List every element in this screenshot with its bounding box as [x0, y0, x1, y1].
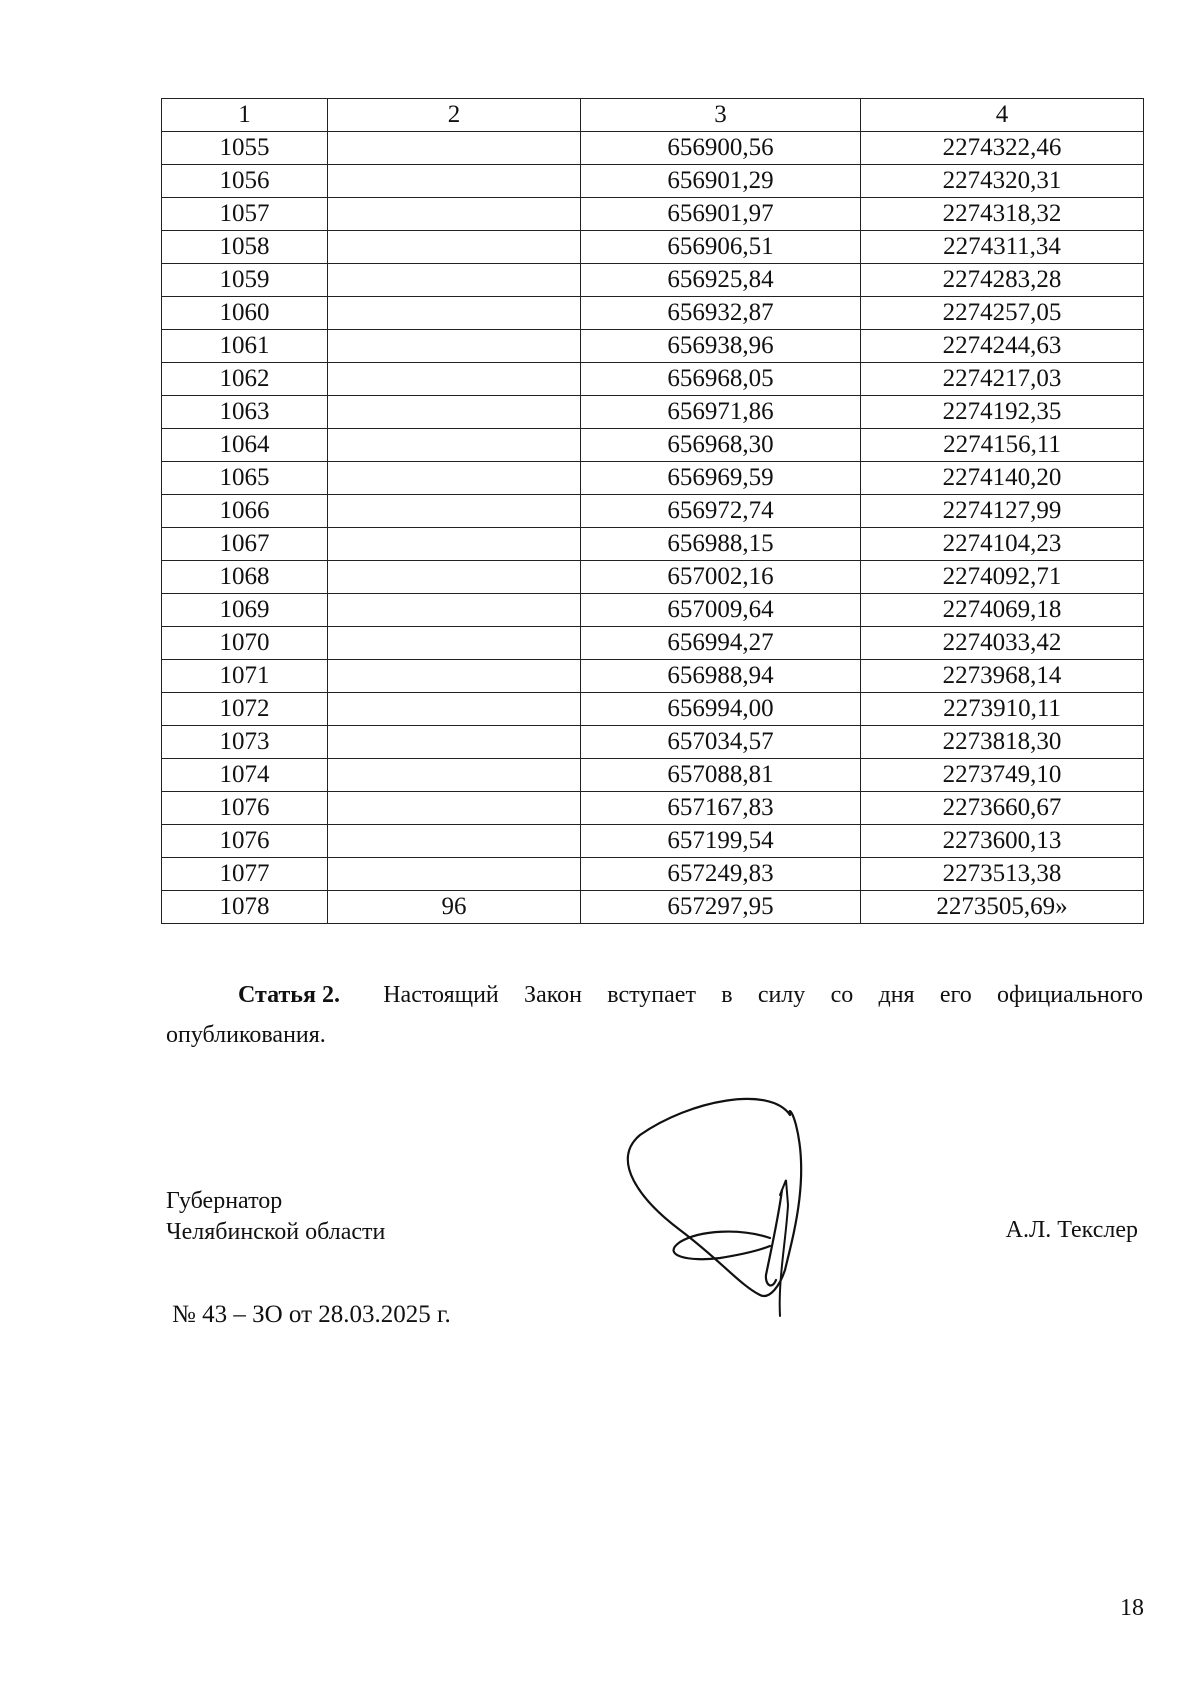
table-cell-col2: [328, 495, 581, 528]
table-cell-col2: [328, 132, 581, 165]
column-header: 1: [162, 99, 328, 132]
table-cell-col1: 1057: [162, 198, 328, 231]
table-cell-col3: 656901,97: [581, 198, 861, 231]
table-cell-col2: [328, 825, 581, 858]
table-row: [162, 231, 1144, 264]
article-word: его: [939, 982, 972, 1008]
table-cell-col2: [328, 363, 581, 396]
article-word: вступает: [607, 982, 696, 1008]
table-cell-col2: [328, 594, 581, 627]
table-cell-col3: 656988,15: [581, 528, 861, 561]
table-cell-col1: 1063: [162, 396, 328, 429]
table-row: [162, 396, 1144, 429]
table-cell-col1: 1070: [162, 627, 328, 660]
table-cell-col3: 656900,56: [581, 132, 861, 165]
coordinates-table: [161, 98, 1144, 924]
table-cell-col1: 1076: [162, 792, 328, 825]
table-cell-col3: 656994,00: [581, 693, 861, 726]
article-word: Закон: [524, 982, 583, 1008]
table-cell-col2: [328, 759, 581, 792]
table-cell-col4: 2274104,23: [861, 528, 1144, 561]
signatory-title: [166, 1186, 385, 1248]
table-cell-col1: 1071: [162, 660, 328, 693]
table-cell-col3: 656901,29: [581, 165, 861, 198]
column-header: 3: [581, 99, 861, 132]
table-cell-col2: [328, 792, 581, 825]
table-cell-col2: [328, 660, 581, 693]
signatory-title-line2: Челябинской области: [166, 1219, 386, 1245]
table-cell-col4: 2274320,31: [861, 165, 1144, 198]
article-2: [166, 975, 1143, 1055]
table-cell-col2: [328, 561, 581, 594]
table-cell-col2: [328, 231, 581, 264]
table-cell-col3: 657009,64: [581, 594, 861, 627]
table-cell-col1: 1060: [162, 297, 328, 330]
table-cell-col4: 2273968,14: [861, 660, 1144, 693]
table-cell-col3: 656969,59: [581, 462, 861, 495]
article-second-line: опубликования.: [166, 1022, 326, 1048]
table-cell-col1: 1078: [162, 891, 328, 924]
table-cell-col1: 1059: [162, 264, 328, 297]
signatory-title-line1: Губернатор: [166, 1188, 283, 1214]
table-cell-col3: 657297,95: [581, 891, 861, 924]
table-cell-col3: 656994,27: [581, 627, 861, 660]
table-row: [162, 561, 1144, 594]
table-cell-col4: 2274140,20: [861, 462, 1144, 495]
table-cell-col4: 2274244,63: [861, 330, 1144, 363]
table-cell-col2: [328, 264, 581, 297]
table-row: [162, 198, 1144, 231]
article-word: со: [830, 982, 854, 1008]
table-row: [162, 726, 1144, 759]
table-cell-col2: [328, 858, 581, 891]
table-row: [162, 693, 1144, 726]
table-cell-col4: 2274156,11: [861, 429, 1144, 462]
table-cell-col3: 657002,16: [581, 561, 861, 594]
table-body: [162, 132, 1144, 924]
table-cell-col1: 1074: [162, 759, 328, 792]
table-cell-col2: [328, 528, 581, 561]
page-number: 18: [1120, 1595, 1144, 1621]
table-cell-col4: 2274033,42: [861, 627, 1144, 660]
table-row: [162, 165, 1144, 198]
table-row: [162, 363, 1144, 396]
table-row: [162, 330, 1144, 363]
table-cell-col3: 657088,81: [581, 759, 861, 792]
table-row: [162, 264, 1144, 297]
table-cell-col3: 657167,83: [581, 792, 861, 825]
column-header: 4: [861, 99, 1144, 132]
table-cell-col3: 656972,74: [581, 495, 861, 528]
table-row: [162, 462, 1144, 495]
article-word: в: [721, 982, 733, 1008]
table-cell-col3: 656968,05: [581, 363, 861, 396]
table-cell-col1: 1068: [162, 561, 328, 594]
table-cell-col4: 2274092,71: [861, 561, 1144, 594]
table-cell-col3: 656968,30: [581, 429, 861, 462]
table-cell-col3: 657199,54: [581, 825, 861, 858]
table-cell-col1: 1069: [162, 594, 328, 627]
table-row: [162, 594, 1144, 627]
table-cell-col2: [328, 462, 581, 495]
table-cell-col2: [328, 297, 581, 330]
table-row: [162, 429, 1144, 462]
table-cell-col2: [328, 693, 581, 726]
article-heading: Статья 2.: [238, 982, 340, 1008]
table-row: [162, 759, 1144, 792]
table-cell-col2: [328, 396, 581, 429]
signatory-name: А.Л. Текслер: [1005, 1217, 1138, 1243]
table-row: [162, 891, 1144, 924]
table-cell-col4: 2274192,35: [861, 396, 1144, 429]
table-cell-col1: 1064: [162, 429, 328, 462]
table-cell-col4: 2274217,03: [861, 363, 1144, 396]
table-cell-col4: 2273660,67: [861, 792, 1144, 825]
table-cell-col4: 2273749,10: [861, 759, 1144, 792]
law-number: № 43 – ЗО от 28.03.2025 г.: [172, 1301, 451, 1328]
table-cell-col2: [328, 429, 581, 462]
signature-image: [620, 1080, 850, 1320]
table-cell-col4: 2274069,18: [861, 594, 1144, 627]
article-word: силу: [757, 982, 806, 1008]
table-cell-col1: 1065: [162, 462, 328, 495]
table-cell-col1: 1067: [162, 528, 328, 561]
table-cell-col4: 2274283,28: [861, 264, 1144, 297]
table-cell-col3: 656988,94: [581, 660, 861, 693]
table-cell-col3: 656906,51: [581, 231, 861, 264]
table-cell-col2: [328, 198, 581, 231]
table-cell-col2: [328, 165, 581, 198]
table-cell-col1: 1061: [162, 330, 328, 363]
table-row: [162, 528, 1144, 561]
table-cell-col3: 657034,57: [581, 726, 861, 759]
table-cell-col3: 656971,86: [581, 396, 861, 429]
table-cell-col1: 1056: [162, 165, 328, 198]
column-header: 2: [328, 99, 581, 132]
table-cell-col3: 656938,96: [581, 330, 861, 363]
table-cell-col2: [328, 330, 581, 363]
table-cell-col2: [328, 726, 581, 759]
table-cell-col1: 1076: [162, 825, 328, 858]
table-cell-col1: 1058: [162, 231, 328, 264]
table-row: [162, 792, 1144, 825]
table-cell-col4: 2274322,46: [861, 132, 1144, 165]
table-row: [162, 660, 1144, 693]
table-row: [162, 297, 1144, 330]
article-first-line: [166, 975, 1143, 1015]
table-cell-col3: 656925,84: [581, 264, 861, 297]
table-cell-col2: [328, 627, 581, 660]
table-header-row: [162, 99, 1144, 132]
table-cell-col4: 2274318,32: [861, 198, 1144, 231]
table-cell-col1: 1072: [162, 693, 328, 726]
table-cell-col1: 1073: [162, 726, 328, 759]
table-row: [162, 627, 1144, 660]
table-cell-col1: 1066: [162, 495, 328, 528]
table-cell-col4: 2274257,05: [861, 297, 1144, 330]
table-cell-col4: 2273818,30: [861, 726, 1144, 759]
table-cell-col4: 2273600,13: [861, 825, 1144, 858]
table-cell-col3: 656932,87: [581, 297, 861, 330]
table-cell-col1: 1062: [162, 363, 328, 396]
table-cell-col4: 2273513,38: [861, 858, 1144, 891]
table-cell-col4: 2273505,69»: [861, 891, 1144, 924]
table-row: [162, 495, 1144, 528]
article-word: Настоящий: [383, 982, 499, 1008]
table-row: [162, 858, 1144, 891]
table-cell-col1: 1055: [162, 132, 328, 165]
table-cell-col3: 657249,83: [581, 858, 861, 891]
table-row: [162, 132, 1144, 165]
table-cell-col4: 2273910,11: [861, 693, 1144, 726]
table-row: [162, 825, 1144, 858]
table-cell-col4: 2274311,34: [861, 231, 1144, 264]
table-cell-col1: 1077: [162, 858, 328, 891]
article-word: официального: [997, 982, 1143, 1008]
table-cell-col2: 96: [328, 891, 581, 924]
table-cell-col4: 2274127,99: [861, 495, 1144, 528]
article-word: дня: [878, 982, 915, 1008]
